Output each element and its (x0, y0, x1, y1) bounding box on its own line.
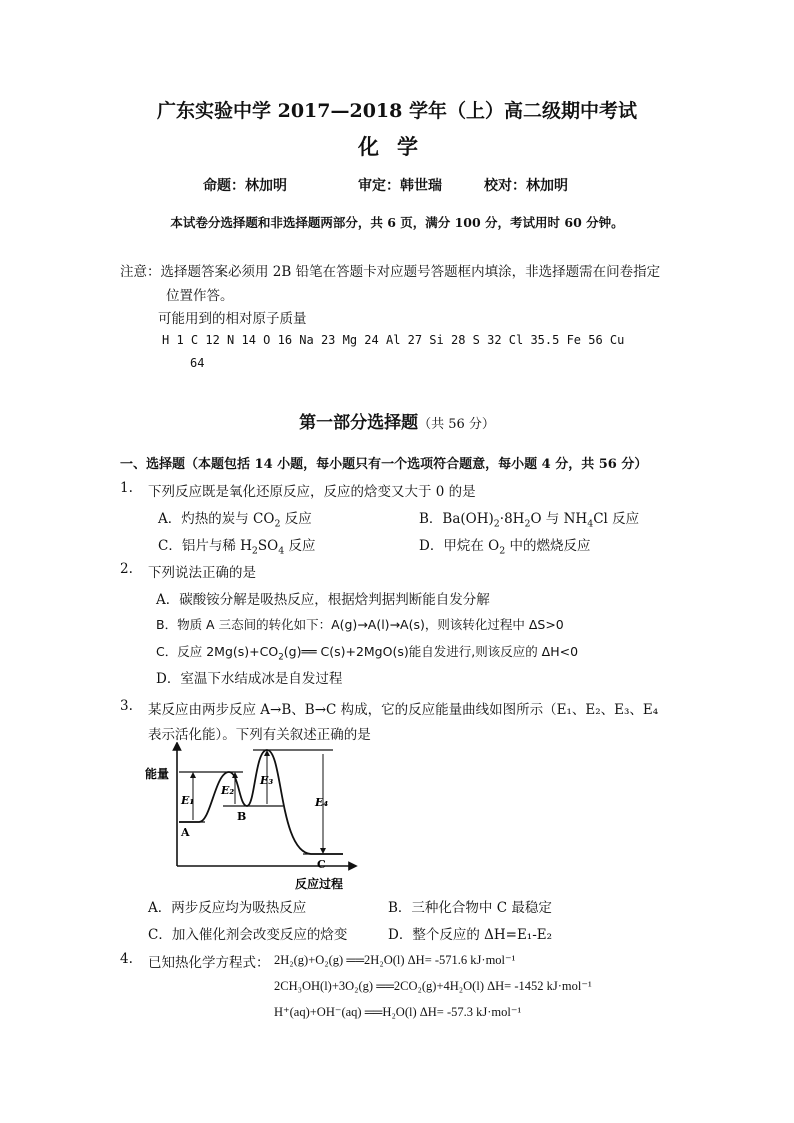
question-stem: 下列说法正确的是 (148, 565, 256, 581)
atomic-mass-list: H 1 C 12 N 14 O 16 Na 23 Mg 24 Al 27 Si 28 S 32 Cl 35.5 Fe 56 Cu (162, 333, 625, 347)
option-a-text: 反应 (280, 511, 312, 527)
e1-label: E₁ (181, 794, 195, 807)
e4-label: E₄ (315, 796, 329, 809)
subject-title: 化学 (358, 134, 436, 159)
e2-label: E₂ (221, 784, 235, 797)
equation-3: H⁺(aq)+OH⁻(aq) ══H₂O(l) ΔH= -57.3 kJ·mol⁻¹ (274, 1005, 522, 1019)
option-a: A．两步反应均为吸热反应 (148, 900, 307, 916)
x-axis-label: 反应过程 (295, 877, 344, 891)
option-c (156, 642, 578, 663)
option-c-text: C．反应 2Mg(s)+CO (156, 644, 279, 659)
question-number: 1. (120, 480, 133, 496)
point-a-label: A (181, 826, 190, 839)
notice-line-2: 位置作答。 (166, 288, 234, 304)
question-stem-line-2: 表示活化能）。下列有关叙述正确的是 (148, 727, 371, 743)
exam-title: 广东实验中学 2017—2018 学年（上）高二级期中考试 (157, 100, 637, 122)
option-b-text: ·8H (499, 511, 525, 527)
option-b-text: Cl 反应 (593, 511, 640, 527)
option-c-text: C．铝片与稀 H (158, 538, 252, 554)
option-b: B．三种化合物中 C 最稳定 (388, 900, 552, 916)
option-c-text: 反应 (284, 538, 316, 554)
subscript: 4 (587, 518, 594, 530)
e3-label: E₃ (260, 774, 274, 787)
question-stem-line-1: 某反应由两步反应 A→B、B→C 构成，它的反应能量曲线如图所示（E₁、E₂、E₃、E₄ (148, 702, 659, 718)
option-a (158, 507, 312, 530)
subscript: 2 (493, 518, 500, 530)
notice-line-1: 注意：选择题答案必须用 2B 铅笔在答题卡对应题号答题框内填涂，非选择题需在问卷指定 (120, 264, 661, 280)
option-a-text: A．灼热的炭与 CO (158, 511, 275, 527)
question-number: 2. (120, 561, 133, 577)
option-b-text: O 与 NH (530, 511, 588, 527)
energy-profile-diagram (143, 742, 363, 892)
y-axis-label: 能量 (145, 767, 170, 781)
part-score: （共 56 分） (418, 417, 495, 432)
option-c (158, 534, 316, 557)
subscript: 2 (251, 545, 258, 557)
option-b-text: B．Ba(OH) (419, 511, 494, 527)
option-c-text: SO (257, 538, 279, 554)
question-stem: 下列反应既是氧化还原反应，反应的焓变又大于 0 的是 (148, 484, 476, 500)
section-title: 一、选择题（本题包括 14 小题，每小题只有一个选项符合题意，每小题 4 分，共 56 分） (120, 457, 648, 472)
option-d-text: D．甲烷在 O (419, 538, 500, 554)
option-c: C．加入催化剂会改变反应的焓变 (148, 927, 348, 943)
option-b: B．物质 A 三态间的转化如下：A(g)→A(l)→A(s)，则该转化过程中 ΔS>0 (156, 617, 564, 632)
part-title-text: 第一部分选择题 (299, 413, 419, 433)
proofreader-credit: 校对：林加明 (484, 178, 568, 194)
option-d: D．室温下水结成冰是自发过程 (156, 671, 343, 687)
atomic-mass-title: 可能用到的相对原子质量 (158, 311, 307, 327)
option-d: D．整个反应的 ΔH=E₁-E₂ (388, 927, 553, 943)
option-d (419, 534, 591, 557)
question-lead: 已知热化学方程式： (148, 955, 270, 971)
question-number: 3. (120, 698, 133, 714)
equation-1: 2H₂(g)+O₂(g) ══2H₂O(l) ΔH= -571.6 kJ·mol⁻¹ (274, 953, 516, 967)
question-number: 4. (120, 951, 133, 967)
subscript: 2 (274, 518, 281, 530)
equation-2: 2CH₃OH(l)+3O₂(g) ══2CO₂(g)+4H₂O(l) ΔH= -1452 kJ·mol⁻¹ (274, 979, 592, 993)
atomic-mass-list-cont: 64 (190, 356, 205, 370)
subscript: 2 (278, 652, 284, 663)
option-b (419, 507, 639, 530)
subscript: 2 (499, 545, 506, 557)
option-a: A．碳酸铵分解是吸热反应，根据焓判据判断能自发分解 (156, 592, 490, 608)
subscript: 2 (524, 518, 531, 530)
option-d-text: 中的燃烧反应 (505, 538, 591, 554)
point-b-label: B (237, 810, 247, 823)
exam-intro: 本试卷分选择题和非选择题两部分，共 6 页，满分 100 分，考试用时 60 分钟。 (170, 215, 624, 230)
option-c-text: (g)══ C(s)+2MgO(s)能自发进行,则该反应的 ΔH<0 (283, 644, 579, 659)
reviewer-credit: 审定：韩世瑞 (358, 178, 442, 194)
author-credit: 命题：林加明 (203, 178, 287, 194)
part-title (0, 408, 794, 433)
point-c-label: C (317, 858, 326, 871)
subscript: 4 (278, 545, 285, 557)
